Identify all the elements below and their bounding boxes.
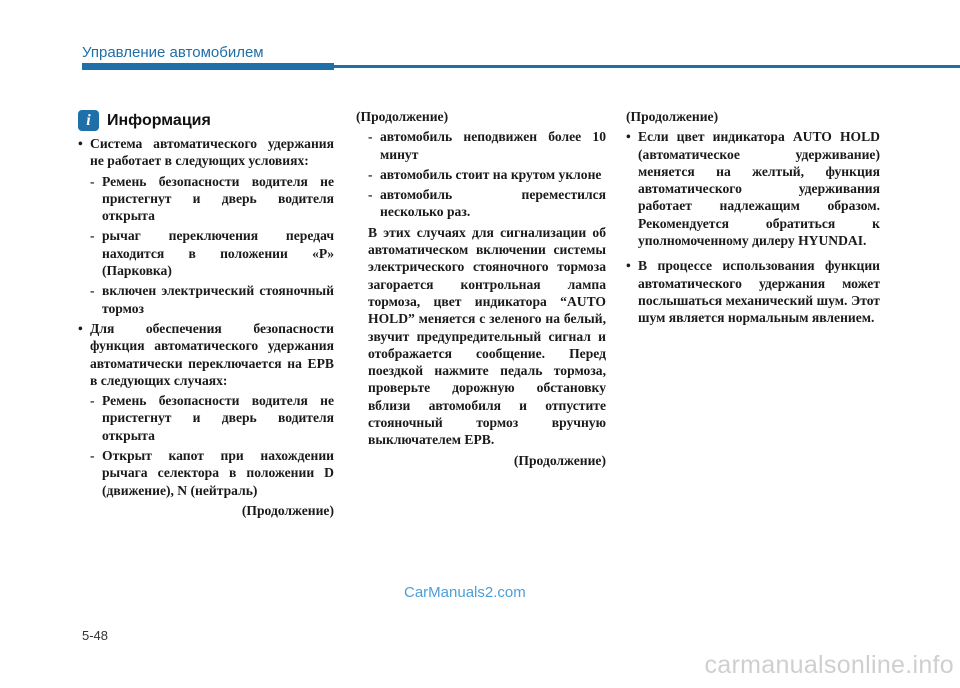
bullet-item: • В процессе использования функции автоматического удержания может послышаться механический шум. Этот шум является нормальным явлением.	[626, 257, 880, 326]
bullet-item: • Если цвет индикатора AUTO HOLD (автоматическое удерживание) меняется на желтый, функция автоматического удерживания работает надлежащим образом. Рекомендуется обратиться к уполномоченному дилеру HYUNDAI.	[626, 128, 880, 249]
dash-item: - рычаг переключения передач находится в положении «P» (Парковка)	[78, 227, 334, 279]
column-3	[626, 108, 880, 327]
column-2	[356, 108, 606, 469]
watermark-link[interactable]: CarManuals2.com	[404, 584, 526, 601]
header-rule-accent	[82, 63, 334, 70]
continued-label: (Продолжение)	[513, 452, 606, 468]
dash-item: - автомобиль стоит на крутом уклоне	[356, 166, 606, 183]
dash-item: - автомобиль неподвижен более 10 минут	[356, 128, 606, 163]
footer-watermark: carmanualsonline.info	[704, 651, 954, 679]
dash-item: - включен электрический стояночный тормоз	[78, 282, 334, 317]
info-title: Информация	[107, 111, 211, 129]
bullet-item: • Система автоматического удержания не работает в следующих условиях:	[78, 135, 334, 170]
dash-item: - Ремень безопасности водителя не пристегнут и дверь водителя открыта	[78, 173, 334, 225]
bullet-item: • Для обеспечения безопасности функция автоматического удержания автоматически переключается на EPB в следующих случаях:	[78, 320, 334, 389]
paragraph: В этих случаях для сигнализации об автоматическом включении системы электрического стояночного тормоза загорается контрольная лампа тормоза, цвет индикатора “AUTO HOLD” меняется с зеленого на белый, звучит предупредительный сигнал и отображается сообщение. Перед поездкой нажмите педаль тормоза, проверьте дорожную обстановку вблизи автомобиля и отпустите стояночный тормоз вручную выключателем EPB.	[368, 224, 606, 448]
info-icon: i	[78, 110, 99, 131]
page-number: 5-48	[82, 628, 109, 643]
dash-item: - Открыт капот при нахождении рычага селектора в положении D (движение), N (нейтраль)	[78, 447, 334, 499]
dash-item: - Ремень безопасности водителя не пристегнут и дверь водителя открыта	[78, 392, 334, 444]
info-heading	[78, 110, 334, 131]
dash-item: - автомобиль переместился несколько раз.	[356, 186, 606, 221]
section-title: Управление автомобилем	[82, 44, 264, 61]
continued-label: (Продолжение)	[356, 109, 449, 124]
continued-label: (Продолжение)	[241, 502, 334, 518]
continued-label: (Продолжение)	[626, 109, 719, 124]
column-1	[78, 108, 334, 519]
